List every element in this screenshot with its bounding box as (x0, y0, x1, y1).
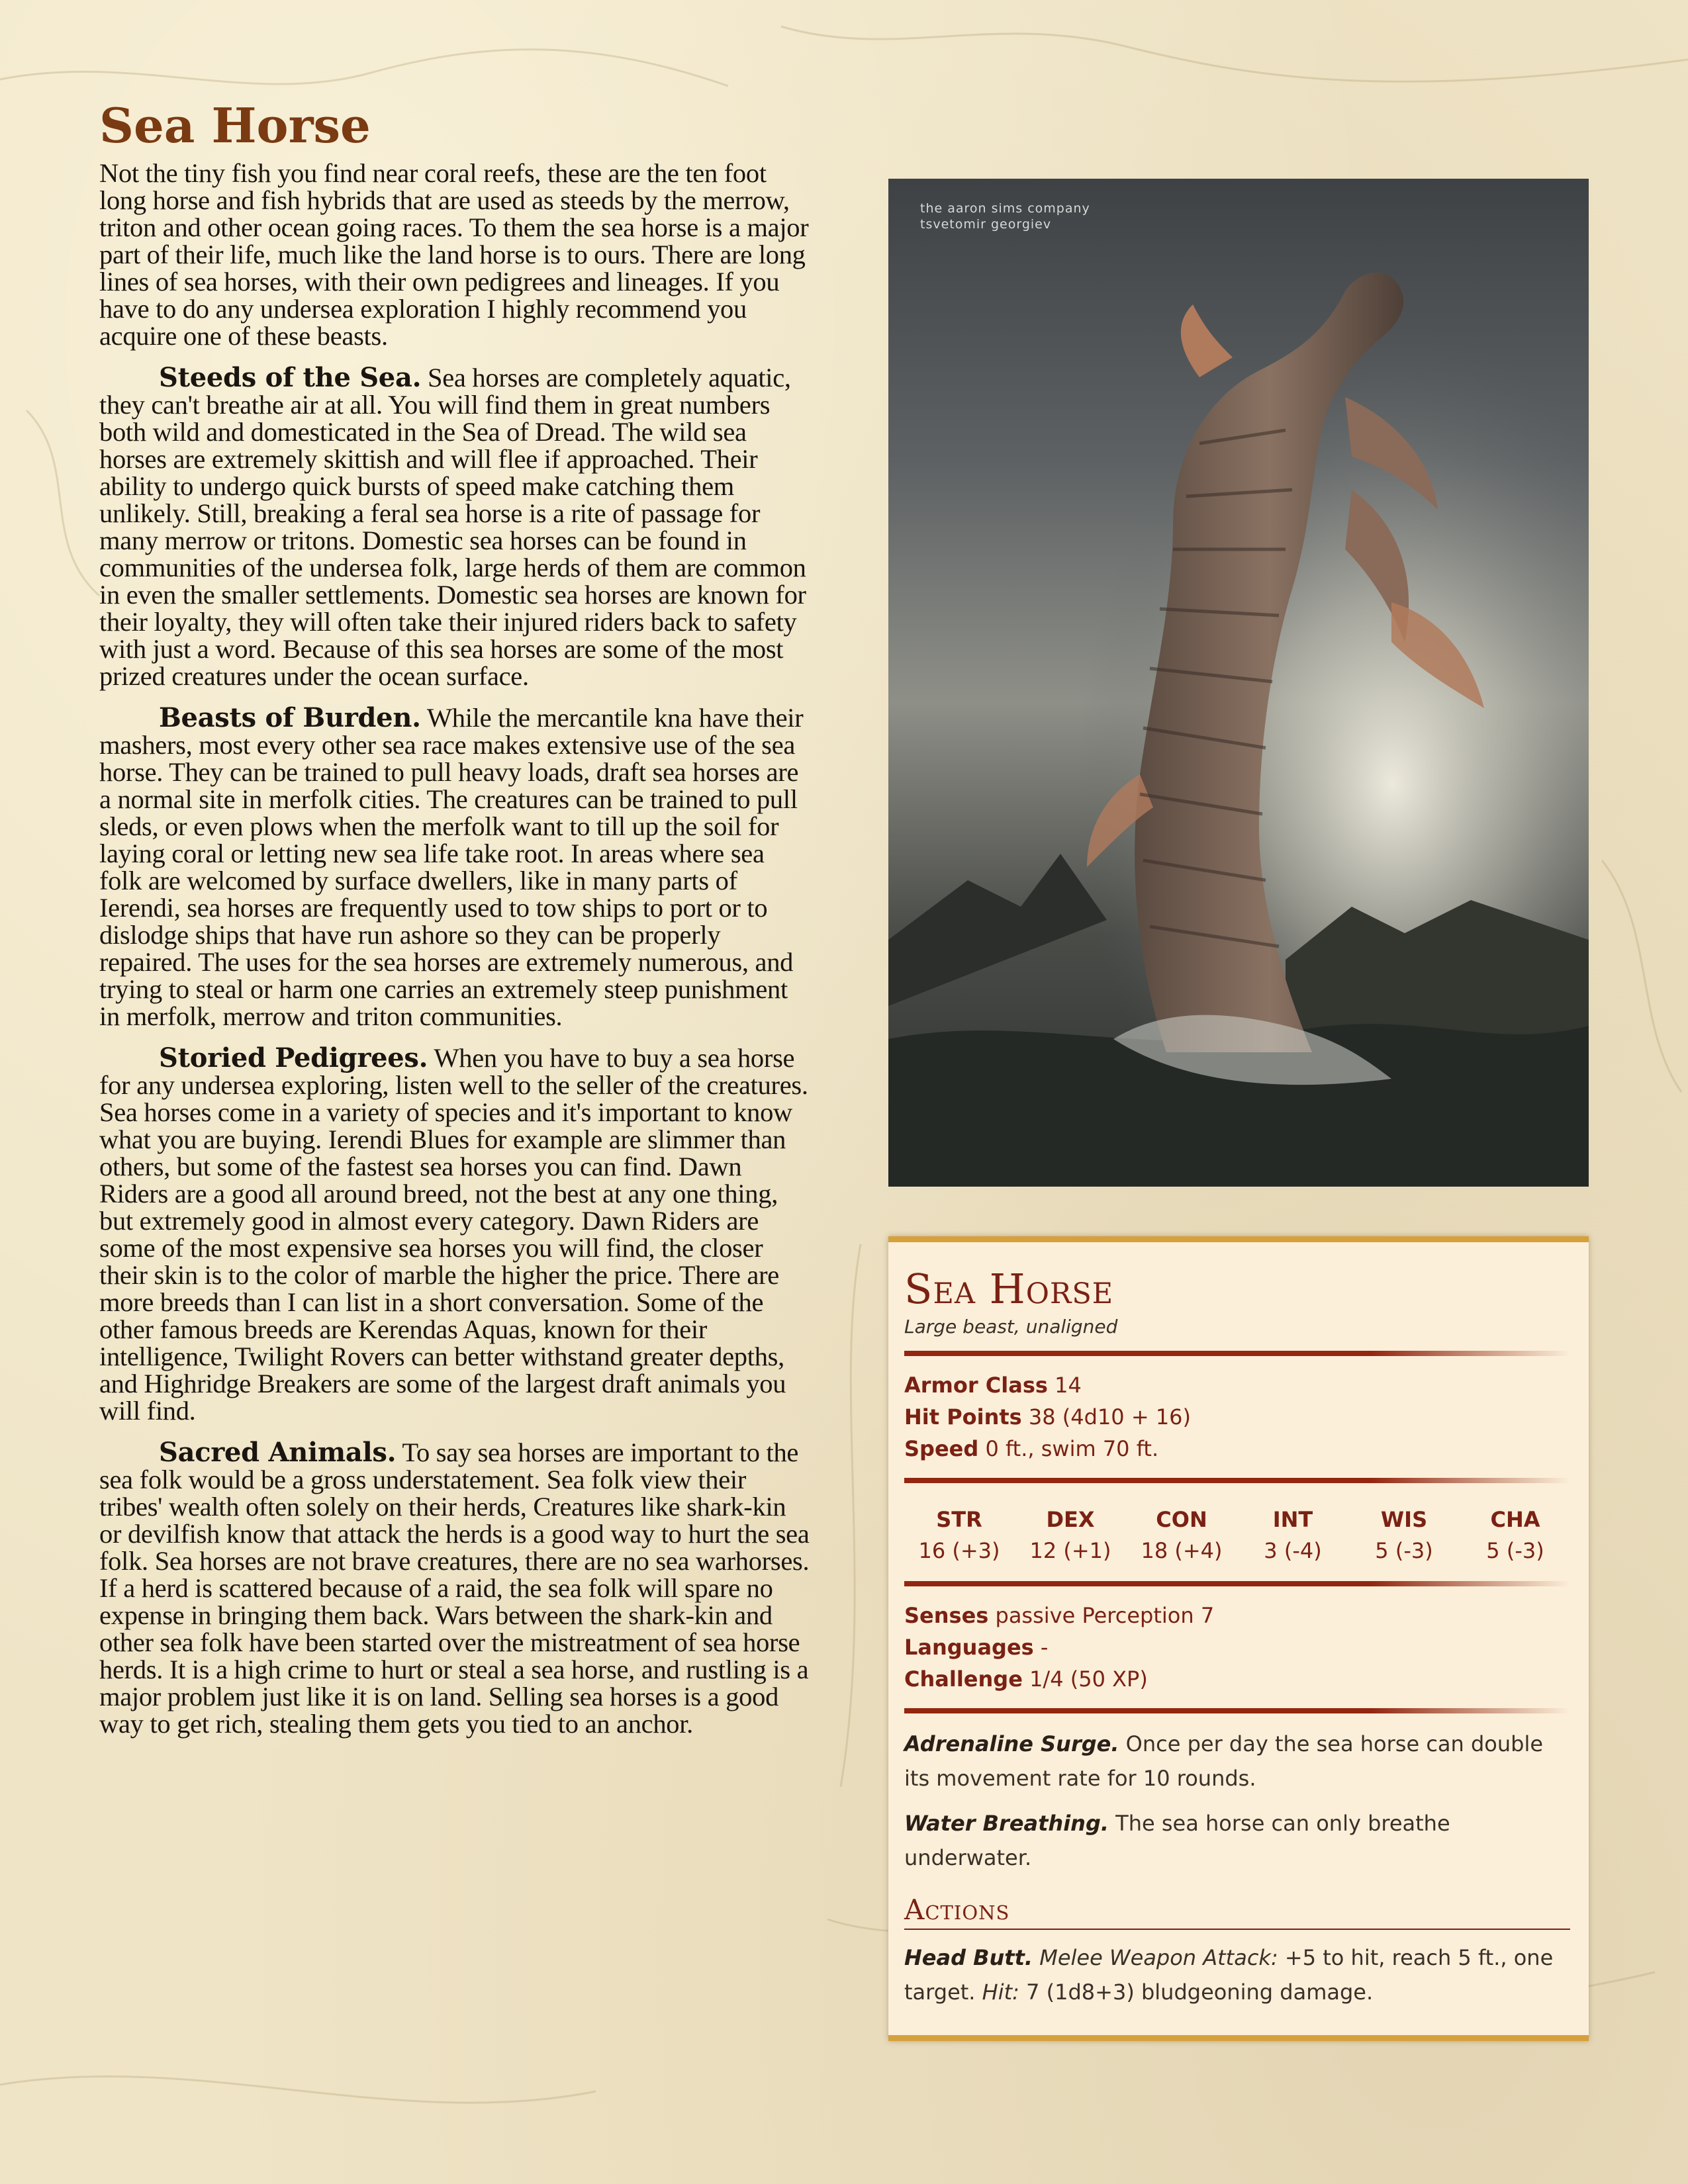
trait-water-breathing (904, 1806, 1570, 1875)
action-hit-text: 7 (1d8+3) bludgeoning damage. (1026, 1979, 1374, 2005)
ability-value: 5 (-3) (1486, 1538, 1544, 1563)
statblock-divider (904, 1581, 1570, 1586)
languages-value: - (1040, 1635, 1049, 1660)
ability-scores (904, 1496, 1570, 1568)
hit-points-value: 38 (4d10 + 16) (1028, 1404, 1192, 1430)
action-attack-type: Melee Weapon Attack: (1039, 1945, 1278, 1970)
trait-name: Adrenaline Surge. (904, 1731, 1119, 1756)
trait-adrenaline-surge (904, 1727, 1570, 1796)
ability-value: 16 (+3) (918, 1538, 1000, 1563)
challenge-label: Challenge (904, 1666, 1023, 1692)
section-sacred-animals (99, 1439, 811, 1737)
statblock-divider (904, 1708, 1570, 1713)
ability-str (910, 1503, 1009, 1565)
section-beasts-of-burden (99, 704, 811, 1030)
section-storied-pedigrees (99, 1044, 811, 1424)
hit-points-label: Hit Points (904, 1404, 1022, 1430)
ability-name: CON (1156, 1507, 1207, 1532)
section-heading: Beasts of Burden. (159, 702, 421, 734)
ability-name: STR (936, 1507, 982, 1532)
statblock-divider (904, 1351, 1570, 1356)
speed-line (904, 1433, 1570, 1465)
languages-label: Languages (904, 1635, 1034, 1660)
sea-horse-illustration (888, 179, 1589, 1187)
statblock-type: Large beast, unaligned (904, 1316, 1118, 1338)
ability-value: 18 (+4) (1141, 1538, 1223, 1563)
monster-statblock (888, 1236, 1589, 2041)
ability-con (1132, 1503, 1231, 1565)
ability-int (1243, 1503, 1342, 1565)
challenge-line (904, 1663, 1570, 1695)
ability-wis (1354, 1503, 1454, 1565)
armor-class-line (904, 1369, 1570, 1401)
speed-label: Speed (904, 1436, 979, 1461)
action-hit-label: Hit: (982, 1979, 1019, 2005)
action-name: Head Butt. (904, 1945, 1033, 1970)
ability-name: DEX (1046, 1507, 1095, 1532)
section-heading: Sacred Animals. (159, 1437, 397, 1469)
sea-horse-artwork (888, 179, 1589, 1187)
main-text-column (99, 99, 811, 1752)
art-credit-artist: tsvetomir georgiev (920, 217, 1052, 232)
intro-paragraph (99, 159, 811, 349)
trait-text: The sea horse can only breathe underwater. (904, 1811, 1450, 1870)
section-heading: Steeds of the Sea. (159, 362, 422, 394)
ability-value: 3 (-4) (1264, 1538, 1322, 1563)
paragraph-text: While the mercantile kna have their mashers, most every other sea race makes extensive use of the sea horse. They can be trained to pull heavy loads, draft sea horses are a normal site in merfolk cities. The creatures can be trained to pull sleds, or even plows when the merfolk want to till up the soil for laying coral or letting new sea life take root. In areas where sea folk are welcomed by surface dwellers, like in many parts of Ierendi, sea horses are frequently used to tow ships to port or to dislodge ships that have run ashore so they can be properly repaired. The uses for the sea horses are extremely numerous, and trying to steal or harm one carries an extremely steep punishment in merfolk, merrow and triton communities. (99, 703, 804, 1032)
ability-value: 5 (-3) (1375, 1538, 1433, 1563)
speed-value: 0 ft., swim 70 ft. (985, 1436, 1159, 1461)
paragraph-text: Not the tiny fish you find near coral reefs, these are the ten foot long horse and fish hybrids that are used as steeds by the merrow, triton and other ocean going races. To them the sea horse is a major part of their life, much like the land horse is to ours. There are long lines of sea horses, with their own pedigrees and lineages. If you have to do any undersea exploration I highly recommend you acquire one of these beasts. (99, 158, 809, 351)
actions-heading: Actions (904, 1893, 1570, 1930)
hit-points-line (904, 1401, 1570, 1433)
trait-name: Water Breathing. (904, 1811, 1109, 1836)
ability-value: 12 (+1) (1029, 1538, 1111, 1563)
paragraph-text: When you have to buy a sea horse for any undersea exploring, listen well to the seller of the creatures. Sea horses come in a variety of species and it's important to know what you are buying. Ierendi Blues for example are slimmer than others, but some of the fastest sea horses you can find. Dawn Riders are a good all around breed, not the best at any one thing, but extremely good in almost every category. Dawn Riders are some of the most expensive sea horses you will find, the closer their skin is to the color of marble the higher the price. There are more breeds than I can list in a short conversation. Some of the other famous breeds are Kerendas Aquas, known for their intelligence, Twilight Rovers can better withstand greater depths, and Highridge Breakers are some of the largest draft animals you will find. (99, 1043, 808, 1426)
page-title: Sea Horse (99, 97, 371, 154)
art-credit-studio: the aaron sims company (920, 201, 1090, 216)
trait-text: Once per day the sea horse can double its movement rate for 10 rounds. (904, 1731, 1544, 1791)
statblock-name: Sea Horse (904, 1265, 1114, 1313)
challenge-value: 1/4 (50 XP) (1029, 1666, 1148, 1692)
action-attack-text: +5 to hit, reach 5 ft., one target. (904, 1945, 1554, 2005)
ability-name: CHA (1490, 1507, 1540, 1532)
armor-class-value: 14 (1055, 1373, 1082, 1398)
senses-label: Senses (904, 1603, 989, 1628)
ability-dex (1021, 1503, 1120, 1565)
senses-line (904, 1600, 1570, 1631)
armor-class-label: Armor Class (904, 1373, 1048, 1398)
ability-name: INT (1272, 1507, 1313, 1532)
senses-value: passive Perception 7 (995, 1603, 1215, 1628)
section-heading: Storied Pedigrees. (159, 1042, 428, 1074)
ability-name: WIS (1380, 1507, 1428, 1532)
paragraph-text: Sea horses are completely aquatic, they can't breathe air at all. You will find them in great numbers both wild and domesticated in the Sea of Dread. The wild sea horses are extremely skittish and will flee if approached. Their ability to undergo quick bursts of speed make catching them unlikely. Still, breaking a feral sea horse is a rite of passage for many merrow or tritons. Domestic sea horses can be found in communities of the undersea folk, large herds of them are common in even the smaller settlements. Domestic sea horses are known for their loyalty, they will often take their injured riders back to safety with just a word. Because of this sea horses are some of the most prized creatures under the ocean surface. (99, 363, 806, 692)
section-steeds-of-the-sea (99, 364, 811, 690)
action-head-butt (904, 1940, 1570, 2009)
statblock-divider (904, 1478, 1570, 1483)
paragraph-text: To say sea horses are important to the sea folk would be a gross understatement. Sea folk view their tribes' wealth often solely on their herds, Creatures like shark-kin or devilfish know that attack the herds is a good way to hurt the sea folk. Sea horses are not brave creatures, there are no sea warhorses. If a herd is scattered because of a raid, the sea folk will spare no expense in bringing them back. Wars between the shark-kin and other sea folk have been started over the mistreatment of sea horse herds. It is a high crime to hurt or steal a sea horse, and rustling is a major problem just like it is on land. Selling sea horses is a good way to get rich, stealing them gets you tied to an anchor. (99, 1437, 810, 1739)
languages-line (904, 1631, 1570, 1663)
ability-cha (1466, 1503, 1565, 1565)
